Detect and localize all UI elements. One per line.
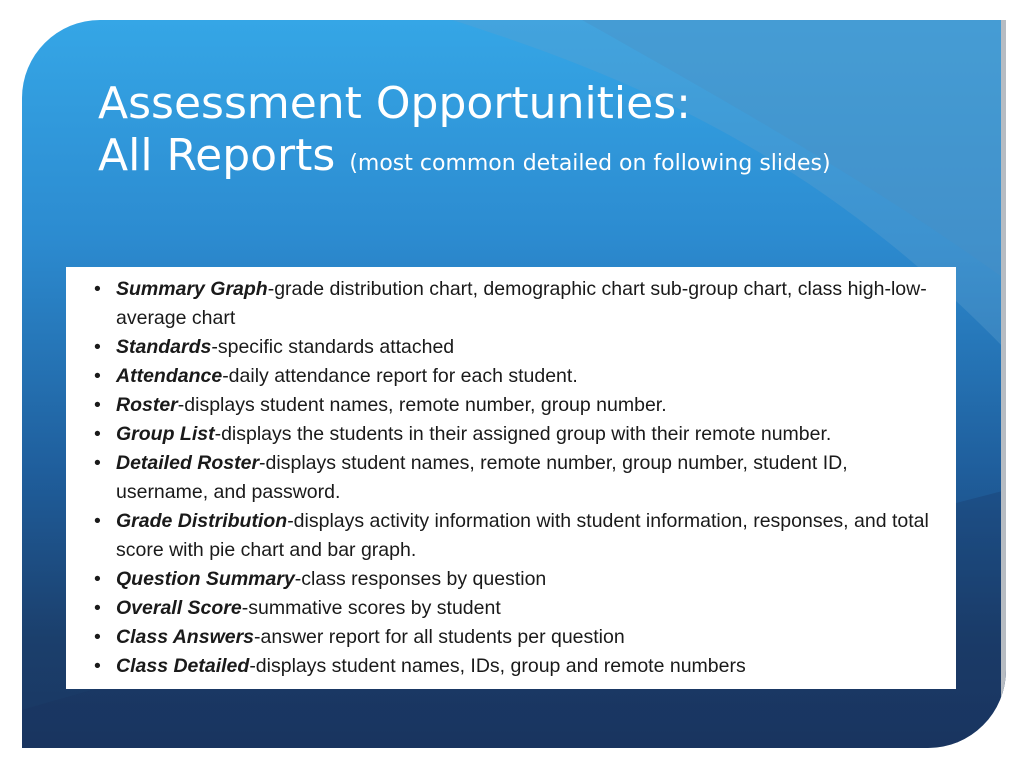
bullet-icon: • — [94, 626, 101, 648]
title-line-1: Assessment Opportunities: — [98, 78, 691, 129]
title-main: All Reports — [98, 130, 336, 181]
list-item — [94, 594, 944, 623]
list-item — [94, 652, 944, 681]
report-description: -class responses by question — [294, 568, 547, 590]
bullet-icon: • — [94, 365, 101, 387]
report-term: Class Answers — [116, 626, 255, 648]
report-term: Overall Score — [116, 597, 242, 619]
list-item — [94, 275, 944, 333]
report-description: -summative scores by student — [241, 597, 501, 619]
list-item — [94, 507, 944, 565]
list-item — [94, 565, 944, 594]
report-term: Detailed Roster — [116, 452, 260, 474]
bullet-icon: • — [94, 423, 101, 445]
list-item — [94, 420, 944, 449]
bullet-icon: • — [94, 510, 101, 532]
slide-background — [22, 20, 1006, 748]
title-line-2 — [98, 130, 898, 182]
report-term: Grade Distribution — [116, 510, 288, 532]
bullet-icon: • — [94, 452, 101, 474]
reports-list — [94, 275, 944, 681]
report-description: -displays activity information with student information, responses, and total score with pie chart and bar graph. — [116, 510, 929, 561]
list-item — [94, 623, 944, 652]
list-item — [94, 391, 944, 420]
report-description: -displays student names, IDs, group and remote numbers — [249, 655, 746, 677]
report-description: -displays the students in their assigned group with their remote number. — [214, 423, 832, 445]
list-item — [94, 362, 944, 391]
list-item — [94, 449, 944, 507]
list-item — [94, 333, 944, 362]
report-description: -displays student names, remote number, group number, student ID, username, and password. — [116, 452, 848, 503]
bullet-icon: • — [94, 394, 101, 416]
report-description: -displays student names, remote number, group number. — [177, 394, 667, 416]
bullet-icon: • — [94, 278, 101, 300]
slide-edge-strip — [1001, 20, 1006, 748]
report-term: Attendance — [116, 365, 223, 387]
report-description: -answer report for all students per question — [254, 626, 625, 648]
reports-list-box — [66, 267, 956, 689]
title-subtitle: (most common detailed on following slides) — [349, 151, 831, 176]
report-term: Question Summary — [116, 568, 295, 590]
report-description: -daily attendance report for each student. — [222, 365, 578, 387]
report-term: Summary Graph — [116, 278, 268, 300]
report-description: -specific standards attached — [211, 336, 455, 358]
report-term: Standards — [116, 336, 212, 358]
report-term: Group List — [116, 423, 215, 445]
bullet-icon: • — [94, 336, 101, 358]
report-term: Roster — [116, 394, 178, 416]
report-term: Class Detailed — [116, 655, 250, 677]
slide-title — [98, 78, 898, 182]
bullet-icon: • — [94, 597, 101, 619]
bullet-icon: • — [94, 655, 101, 677]
bullet-icon: • — [94, 568, 101, 590]
report-description: -grade distribution chart, demographic chart sub-group chart, class high-low-average chart — [116, 278, 927, 329]
